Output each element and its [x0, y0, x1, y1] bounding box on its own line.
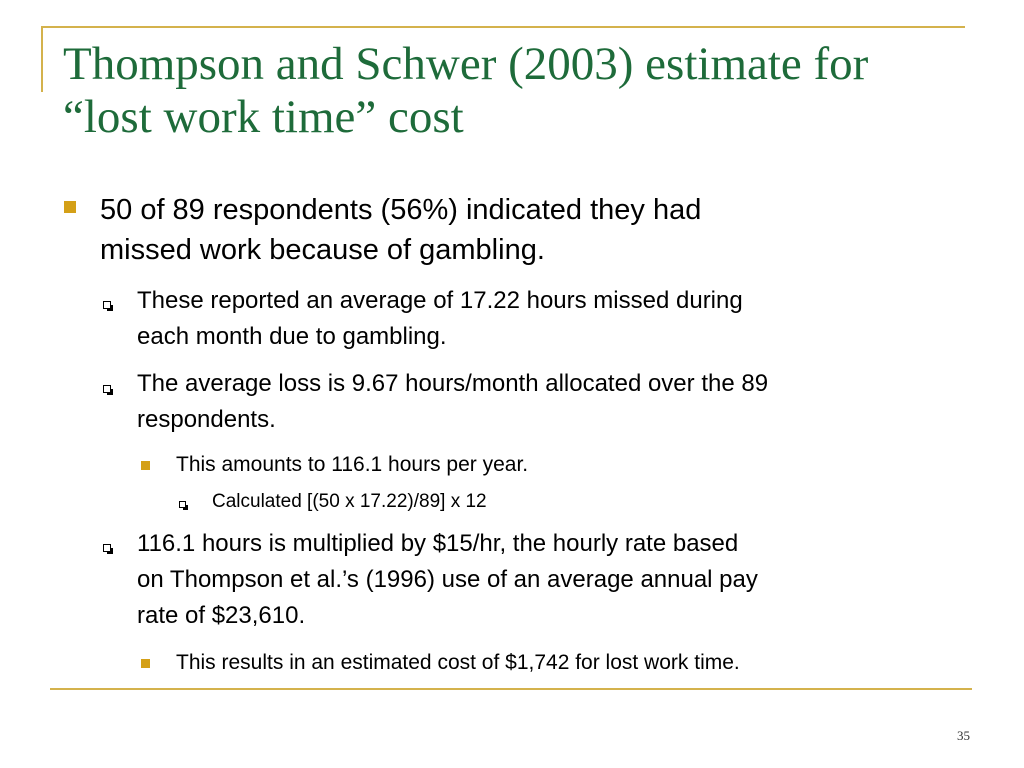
- bullet-line: This results in an estimated cost of $1,742 for lost work time.: [176, 651, 740, 674]
- bullet-item-level2: [137, 526, 977, 634]
- bullet-item-level1: [100, 190, 980, 270]
- bullet-line: on Thompson et al.’s (1996) use of an average annual pay: [137, 566, 758, 593]
- square-bullet-icon: [64, 201, 76, 213]
- bullet-line: These reported an average of 17.22 hours missed during: [137, 287, 743, 314]
- hollow-square-bullet-icon: [103, 385, 111, 393]
- square-bullet-icon: [141, 461, 150, 470]
- hollow-square-bullet-icon: [179, 501, 186, 508]
- bullet-line: 116.1 hours is multiplied by $15/hr, the hourly rate based: [137, 530, 739, 557]
- bullet-line: respondents.: [137, 406, 276, 433]
- bottom-rule: [50, 688, 972, 690]
- bullet-item-level4: [212, 489, 972, 515]
- bullet-line: This amounts to 116.1 hours per year.: [176, 453, 529, 476]
- bullet-item-level2: [137, 366, 977, 438]
- title-line-1: Thompson and Schwer (2003) estimate for: [63, 38, 869, 90]
- bullet-line: missed work because of gambling.: [100, 234, 545, 266]
- bullet-line: Calculated [(50 x 17.22)/89] x 12: [212, 491, 487, 512]
- bullet-item-level2: [137, 283, 977, 355]
- bullet-item-level3: [176, 648, 976, 678]
- title-line-2: “lost work time” cost: [63, 90, 464, 143]
- square-bullet-icon: [141, 659, 150, 668]
- bullet-line: The average loss is 9.67 hours/month allocated over the 89: [137, 370, 769, 397]
- hollow-square-bullet-icon: [103, 544, 111, 552]
- bullet-line: 50 of 89 respondents (56%) indicated they had: [100, 194, 702, 226]
- page-number: 35: [957, 728, 970, 743]
- hollow-square-bullet-icon: [103, 301, 111, 309]
- bullet-item-level3: [176, 450, 976, 480]
- bullet-line: rate of $23,610.: [137, 602, 306, 629]
- bullet-line: each month due to gambling.: [137, 323, 447, 350]
